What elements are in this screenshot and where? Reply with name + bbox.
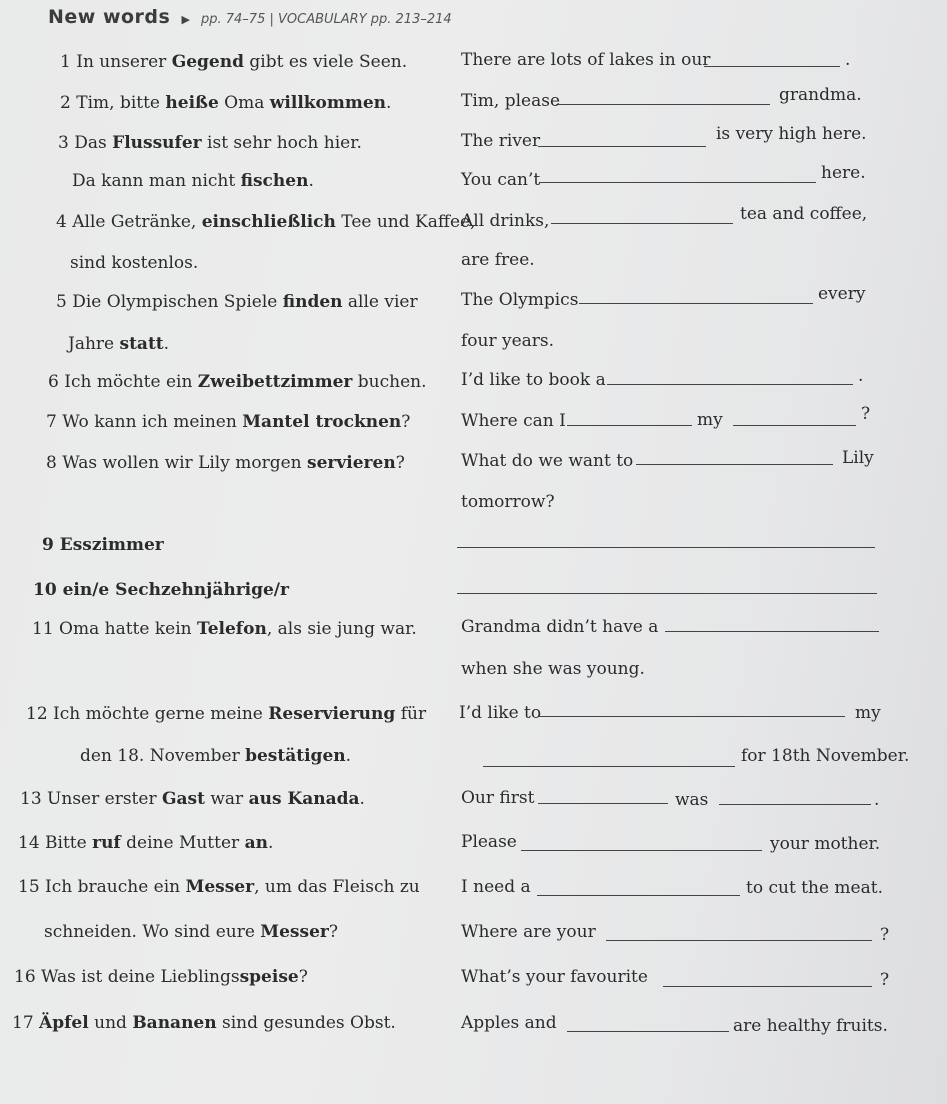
item-6-end: . bbox=[858, 366, 864, 386]
item-7-english: Where can I bbox=[461, 411, 566, 431]
item-12-end: my bbox=[855, 703, 881, 723]
item-5-end: every bbox=[818, 284, 866, 304]
header bbox=[48, 6, 452, 28]
item-14-end: your mother. bbox=[770, 834, 881, 854]
item-9-german: 9 Esszimmer bbox=[42, 535, 164, 555]
item-2-english: Tim, please bbox=[461, 91, 561, 111]
triangle-icon: ▶ bbox=[181, 13, 190, 26]
item-15-german: 15 Ich brauche ein Messer, um das Fleisch zu bbox=[18, 877, 420, 897]
item-8-english-2: tomorrow? bbox=[461, 492, 555, 512]
item-8-blank[interactable] bbox=[636, 464, 833, 465]
item-14-blank[interactable] bbox=[521, 850, 762, 851]
item-16-end: ? bbox=[880, 970, 890, 990]
item-16-blank[interactable] bbox=[663, 986, 872, 987]
item-2-end: grandma. bbox=[779, 85, 862, 105]
item-5-english-2: four years. bbox=[461, 331, 555, 351]
item-4-english-2: are free. bbox=[461, 250, 535, 270]
item-15-blank[interactable] bbox=[537, 895, 740, 896]
item-13-blank-2[interactable] bbox=[719, 804, 871, 805]
item-8-english: What do we want to bbox=[461, 451, 634, 471]
page-title: New words bbox=[48, 6, 171, 28]
item-15-english: I need a bbox=[461, 877, 531, 897]
item-3-german-2: Da kann man nicht fischen. bbox=[72, 171, 314, 191]
item-17-end: are healthy fruits. bbox=[733, 1016, 888, 1036]
item-5-blank[interactable] bbox=[579, 303, 813, 304]
item-13-end: . bbox=[874, 790, 880, 810]
item-7-blank-2[interactable] bbox=[733, 425, 856, 426]
item-3-blank-2[interactable] bbox=[539, 182, 816, 183]
item-4-german-2: sind kostenlos. bbox=[70, 253, 199, 273]
item-12-end-2: for 18th November. bbox=[741, 746, 910, 766]
item-5-german-2: Jahre statt. bbox=[68, 334, 170, 354]
item-13-blank-1[interactable] bbox=[538, 803, 668, 804]
item-14-english: Please bbox=[461, 832, 517, 852]
item-13-mid: was bbox=[675, 790, 709, 810]
item-12-english: I’d like to bbox=[459, 703, 542, 723]
item-15-german-2: schneiden. Wo sind eure Messer? bbox=[44, 922, 338, 942]
item-7-german: 7 Wo kann ich meinen Mantel trocknen? bbox=[46, 412, 411, 432]
item-2-german: 2 Tim, bitte heiße Oma willkommen. bbox=[60, 93, 392, 113]
item-1-end: . bbox=[845, 50, 851, 70]
item-12-german: 12 Ich möchte gerne meine Reservierung für bbox=[26, 704, 427, 724]
item-9-blank[interactable] bbox=[457, 547, 875, 548]
item-11-german: 11 Oma hatte kein Telefon, als sie jung war. bbox=[32, 619, 417, 639]
item-11-english: Grandma didn’t have a bbox=[461, 617, 659, 637]
item-15-end-2: ? bbox=[880, 925, 890, 945]
item-12-german-2: den 18. November bestätigen. bbox=[80, 746, 352, 766]
item-6-german: 6 Ich möchte ein Zweibettzimmer buchen. bbox=[48, 372, 427, 392]
item-7-mid: my bbox=[697, 410, 723, 430]
item-13-german: 13 Unser erster Gast war aus Kanada. bbox=[20, 789, 365, 809]
item-3-english-2: You can’t bbox=[461, 170, 541, 190]
item-17-blank[interactable] bbox=[567, 1031, 729, 1032]
item-8-german: 8 Was wollen wir Lily morgen servieren? bbox=[46, 453, 405, 473]
item-1-blank[interactable] bbox=[704, 66, 840, 67]
item-15-blank-2[interactable] bbox=[606, 940, 872, 941]
item-1-english: There are lots of lakes in our bbox=[461, 50, 711, 70]
page-reference: pp. 74–75 | VOCABULARY pp. 213–214 bbox=[201, 12, 452, 27]
item-10-german: 10 ein/e Sechzehnjährige/r bbox=[33, 580, 289, 600]
item-11-blank[interactable] bbox=[665, 631, 879, 632]
item-14-german: 14 Bitte ruf deine Mutter an. bbox=[18, 833, 274, 853]
item-8-end: Lily bbox=[842, 448, 874, 468]
item-17-german: 17 Äpfel und Bananen sind gesundes Obst. bbox=[12, 1013, 396, 1033]
item-5-german: 5 Die Olympischen Spiele finden alle vier bbox=[56, 292, 418, 312]
item-15-end: to cut the meat. bbox=[746, 878, 883, 898]
item-3-blank[interactable] bbox=[538, 146, 706, 147]
item-12-blank-2[interactable] bbox=[483, 766, 735, 767]
item-4-german: 4 Alle Getränke, einschließlich Tee und Kaffee, bbox=[56, 212, 476, 232]
item-1-german: 1 In unserer Gegend gibt es viele Seen. bbox=[60, 52, 408, 72]
item-11-english-2: when she was young. bbox=[461, 659, 645, 679]
item-7-blank-1[interactable] bbox=[567, 425, 692, 426]
item-12-blank[interactable] bbox=[539, 716, 845, 717]
item-6-blank[interactable] bbox=[607, 384, 853, 385]
item-13-english: Our first bbox=[461, 788, 535, 808]
item-10-blank[interactable] bbox=[457, 593, 877, 594]
item-2-blank[interactable] bbox=[556, 104, 770, 105]
item-17-english: Apples and bbox=[461, 1013, 557, 1033]
item-3-end-2: here. bbox=[821, 163, 866, 183]
item-3-german: 3 Das Flussufer ist sehr hoch hier. bbox=[58, 133, 362, 153]
item-15-english-2: Where are your bbox=[461, 922, 596, 942]
item-4-end: tea and coffee, bbox=[740, 204, 868, 224]
item-3-end: is very high here. bbox=[716, 124, 867, 144]
item-4-blank[interactable] bbox=[551, 223, 733, 224]
item-16-english: What’s your favourite bbox=[461, 967, 648, 987]
item-16-german: 16 Was ist deine Lieblingsspeise? bbox=[14, 967, 308, 987]
item-6-english: I’d like to book a bbox=[461, 370, 606, 390]
item-3-english: The river bbox=[461, 131, 541, 151]
item-7-end: ? bbox=[861, 404, 871, 424]
item-4-english: All drinks, bbox=[461, 211, 550, 231]
item-5-english: The Olympics bbox=[461, 290, 579, 310]
